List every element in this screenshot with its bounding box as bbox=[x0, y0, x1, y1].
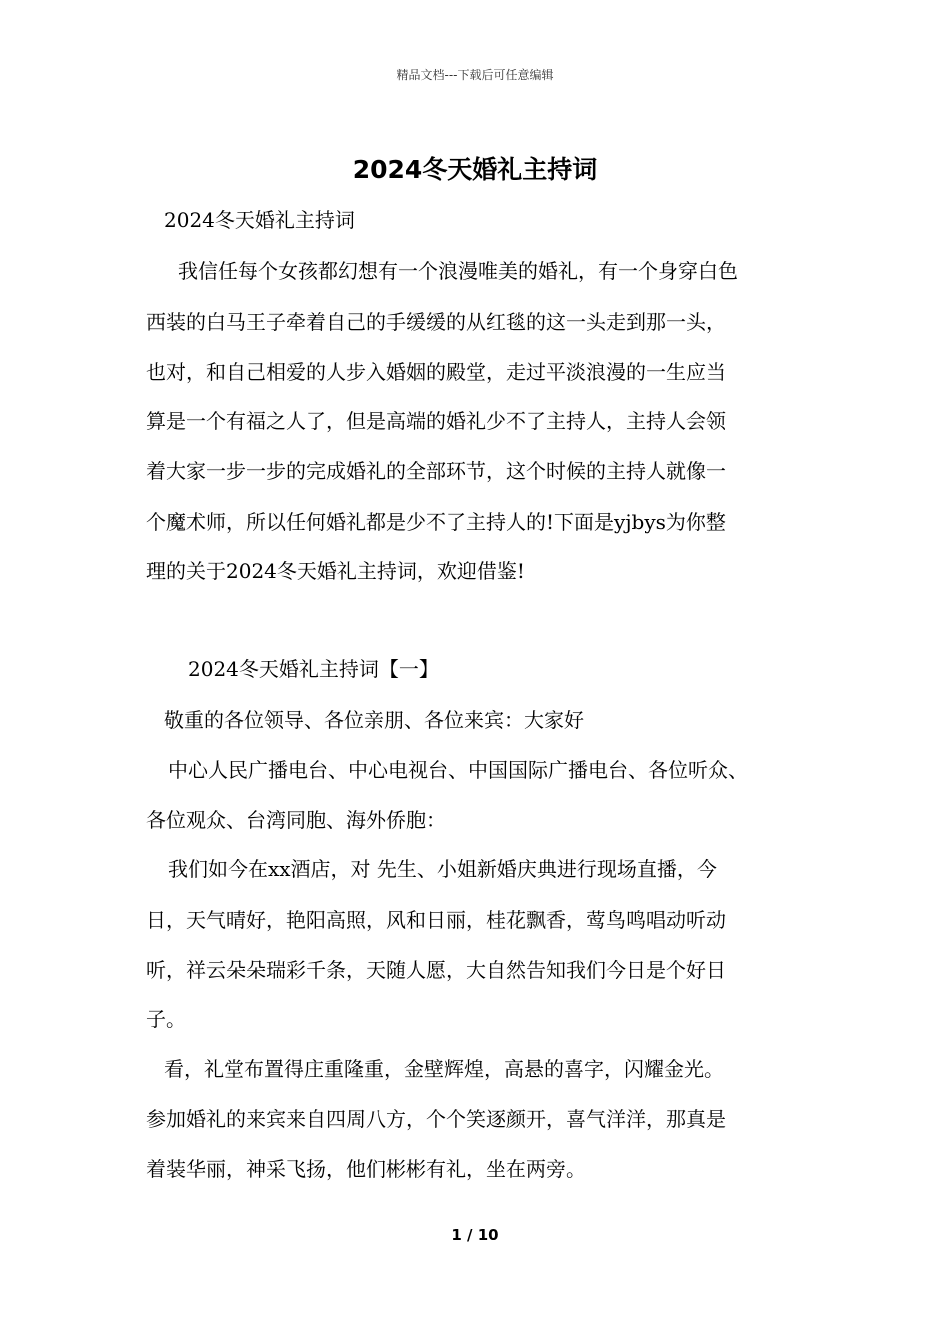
paragraph-line: 听，祥云朵朵瑞彩千条，天随人愿，大自然告知我们今日是个好日 bbox=[146, 958, 726, 982]
paragraph-line: 理的关于2024冬天婚礼主持词，欢迎借鉴! bbox=[146, 559, 525, 583]
section-heading: 2024冬天婚礼主持词【一】 bbox=[188, 657, 439, 681]
subtitle-line: 2024冬天婚礼主持词 bbox=[164, 208, 355, 232]
paragraph-line: 着大家一步一步的完成婚礼的全部环节，这个时候的主持人就像一 bbox=[146, 459, 726, 483]
page-title: 2024冬天婚礼主持词 bbox=[352, 155, 598, 184]
paragraph-line: 我们如今在xx酒店，对 先生、小姐新婚庆典进行现场直播，今 bbox=[168, 857, 717, 881]
paragraph-line: 中心人民广播电台、中心电视台、中国国际广播电台、各位听众、 bbox=[168, 758, 748, 782]
paragraph-line: 日，天气晴好，艳阳高照，风和日丽，桂花飘香，莺鸟鸣唱动听动 bbox=[146, 908, 726, 932]
paragraph-line: 子。 bbox=[146, 1007, 186, 1031]
page-number: 1 / 10 bbox=[451, 1226, 499, 1244]
paragraph-line: 看，礼堂布置得庄重隆重，金壁辉煌，高悬的喜字，闪耀金光。 bbox=[164, 1057, 724, 1081]
paragraph-line: 我信任每个女孩都幻想有一个浪漫唯美的婚礼，有一个身穿白色 bbox=[178, 259, 738, 283]
paragraph-line: 西装的白马王子牵着自己的手缓缓的从红毯的这一头走到那一头， bbox=[146, 310, 726, 334]
paragraph-line: 各位观众、台湾同胞、海外侨胞： bbox=[146, 808, 446, 832]
paragraph-line: 参加婚礼的来宾来自四周八方，个个笑逐颜开，喜气洋洋，那真是 bbox=[146, 1107, 726, 1131]
header-note: 精品文档---下载后可任意编辑 bbox=[396, 68, 554, 82]
paragraph-line: 着装华丽，神采飞扬，他们彬彬有礼，坐在两旁。 bbox=[146, 1157, 586, 1181]
paragraph-line: 个魔术师，所以任何婚礼都是少不了主持人的!下面是yjbys为你整 bbox=[146, 510, 726, 534]
paragraph-line: 也对，和自己相爱的人步入婚姻的殿堂，走过平淡浪漫的一生应当 bbox=[146, 360, 726, 384]
paragraph-line: 算是一个有福之人了，但是高端的婚礼少不了主持人，主持人会领 bbox=[146, 409, 726, 433]
paragraph-line: 敬重的各位领导、各位亲朋、各位来宾：大家好 bbox=[164, 708, 584, 732]
